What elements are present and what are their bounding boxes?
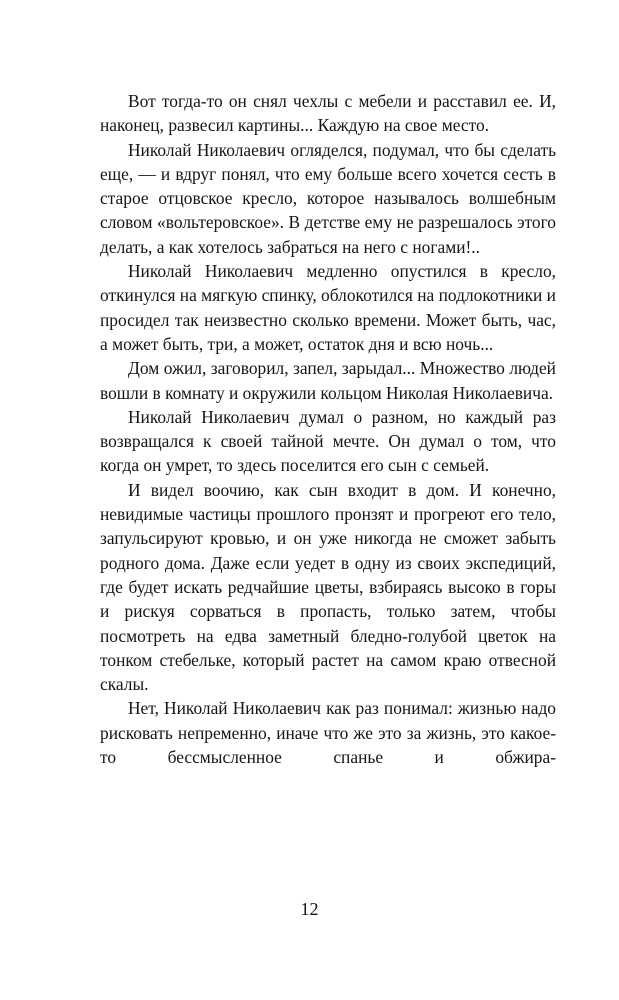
paragraph-7: Нет, Николай Николаевич как раз понимал: жизнью надо рисковать непременно, иначе что же это за жизнь, это какое-то бессмысленное спанье и обжира- [100, 698, 556, 768]
paragraph-2: Николай Николаевич огляделся, подумал, что бы сделать еще, — и вдруг понял, что ему больше всего хочется сесть в старое отцовское кресло, которое называлось волшебным словом «вольтеровское». В детстве ему не разрешалось этого делать, а как хотелось забраться на него с ногами!.. [100, 139, 556, 257]
page-number: 12 [300, 899, 319, 919]
paragraph-3: Николай Николаевич медленно опустился в кресло, откинулся на мягкую спинку, облокотился на подлокотники и просидел так неизвестно сколько времени. Может быть, час, а может быть, три, а может, остаток дня и всю ночь... [100, 261, 556, 354]
paragraph-5: Николай Николаевич думал о разном, но каждый раз возвращался к своей тайной мечте. Он думал о том, что когда он умрет, то здесь поселится его сын с семьей. [100, 406, 556, 476]
page-body [100, 89, 556, 769]
paragraph-6: И видел воочию, как сын входит в дом. И конечно, невидимые частицы прошлого пронзят и прогреют его тело, запульсируют кровью, и он уже никогда не сможет забыть родного дома. Даже если уедет в одну из своих экспедиций, где будет искать редчайшие цветы, взбираясь высоко в горы и рискуя сорваться в пропасть, только затем, чтобы посмотреть на едва заметный бледно-голубой цветок на тонком стебельке, который растет на самом краю отвесной скалы. [100, 479, 556, 695]
paragraph-1: Вот тогда-то он снял чехлы с мебели и расставил ее. И, наконец, развесил картины... Каждую на свое место. [100, 91, 556, 136]
paragraph-4: Дом ожил, заговорил, запел, зарыдал... Множество людей вошли в комнату и окружили кольцом Николая Николаевича. [100, 358, 556, 403]
